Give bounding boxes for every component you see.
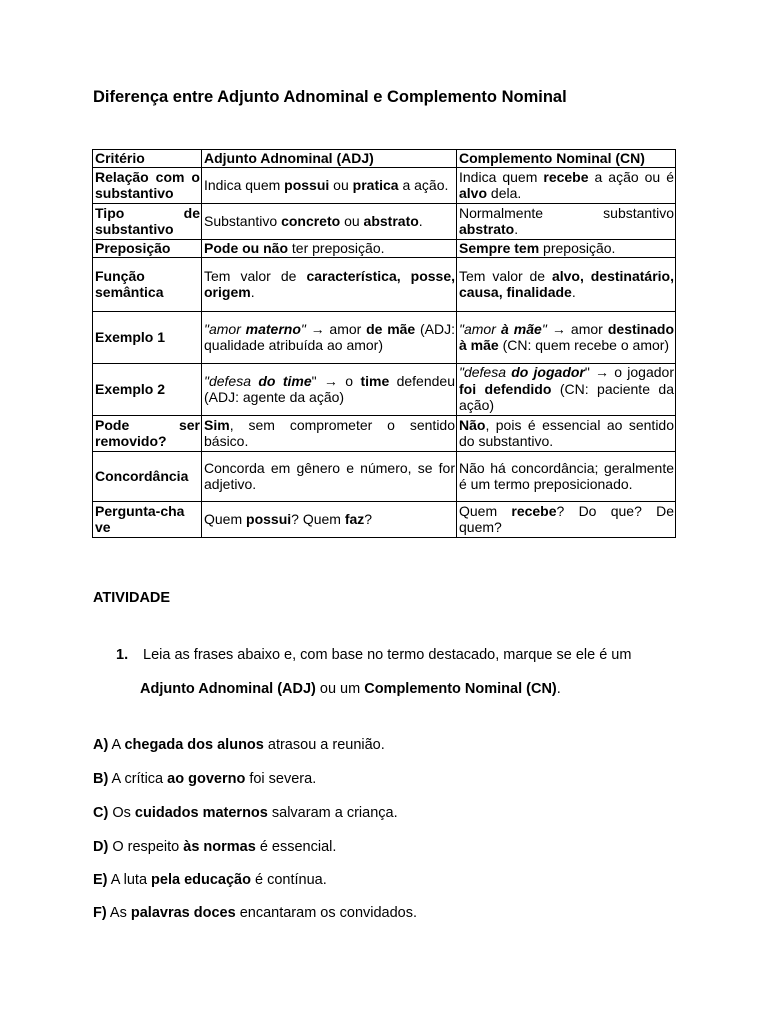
text-run: Sempre tem xyxy=(459,239,540,256)
text-run: Tem valor de xyxy=(459,267,552,284)
text-run: de mãe xyxy=(366,320,416,337)
text-run: Não há concordância; geralmente é um termo preposicionado. xyxy=(459,459,674,492)
adj-cell xyxy=(202,501,457,537)
text-run: , pois é essencial ao sentido do substantivo. xyxy=(459,416,674,449)
text-run: " → o xyxy=(311,372,361,389)
text-run: característica, posse, origem xyxy=(204,267,455,300)
text-run: . xyxy=(514,221,519,237)
text-run: A crítica xyxy=(108,771,168,787)
text-run: Indica quem xyxy=(204,176,285,193)
text-run: ? Do que? De quem? xyxy=(459,502,674,535)
text-run: A luta xyxy=(107,872,152,888)
text-run: alvo, destinatário, causa, finalidade xyxy=(459,267,674,300)
text-run: . xyxy=(418,212,423,229)
adj-cell xyxy=(202,167,457,203)
text-run: atrasou a reunião. xyxy=(263,737,385,753)
text-run: às normas xyxy=(183,839,256,855)
text-run: → amor xyxy=(546,320,608,337)
text-run: Tem valor de xyxy=(204,267,307,284)
text-run: recebe xyxy=(511,502,557,519)
text-run: D) xyxy=(93,839,109,855)
text-run: faz xyxy=(344,510,365,527)
text-run: Concorda em gênero e número, se for adjetivo. xyxy=(204,459,455,492)
text-run: , sem comprometer o sentido básico. xyxy=(204,416,455,449)
criterion-cell: Exemplo 2 xyxy=(93,363,202,415)
criterion-cell: Exemplo 1 xyxy=(93,311,202,363)
cn-cell xyxy=(457,239,676,257)
criterion-cell: Pode ser removido? xyxy=(93,415,202,451)
text-run: As xyxy=(106,905,131,921)
text-run: do jogador xyxy=(511,364,585,381)
text-run: abstrato xyxy=(363,212,419,229)
criterion-cell: Relação com o substantivo xyxy=(93,167,202,203)
text-run: possui xyxy=(284,176,330,193)
text-run: Substantivo xyxy=(204,212,282,229)
text-run: time xyxy=(360,372,390,389)
text-run: ou xyxy=(340,212,364,229)
text-run: é essencial. xyxy=(255,839,337,855)
criterion-cell: Função semântica xyxy=(93,257,202,311)
adj-cell xyxy=(202,415,457,451)
text-run: pratica xyxy=(352,176,399,193)
text-run: "defesa xyxy=(459,364,512,381)
text-run: a ação ou é xyxy=(588,168,674,185)
text-run: ou um xyxy=(315,681,365,697)
text-run: à mãe xyxy=(500,320,542,337)
text-run: "amor xyxy=(459,320,501,337)
activity-item xyxy=(93,905,417,921)
text-run: Quem xyxy=(459,502,512,519)
text-run: B) xyxy=(93,771,109,787)
cn-cell xyxy=(457,311,676,363)
text-run: Pode ou não xyxy=(204,239,288,256)
text-run: Adjunto Adnominal (ADJ) xyxy=(140,681,316,697)
text-run: (ADJ: qualidade atribuída ao amor) xyxy=(204,320,455,353)
text-run: ? Quem xyxy=(291,510,345,527)
activity-item xyxy=(93,771,316,787)
table-header-cell: Adjunto Adnominal (ADJ) xyxy=(202,150,457,168)
adj-cell xyxy=(202,451,457,501)
adj-cell xyxy=(202,311,457,363)
text-run: do time xyxy=(258,372,312,389)
table-row xyxy=(93,311,676,363)
text-run: Sim xyxy=(204,416,230,433)
question-text-continued xyxy=(140,681,561,697)
table-header-row xyxy=(93,150,676,168)
table-row xyxy=(93,451,676,501)
table-row xyxy=(93,257,676,311)
text-run: ter preposição. xyxy=(288,239,385,256)
text-run: A xyxy=(108,737,125,753)
text-run: Não xyxy=(459,416,486,433)
adj-cell xyxy=(202,363,457,415)
text-run: "amor xyxy=(204,320,246,337)
criterion-cell: Pergunta-cha​ve xyxy=(93,501,202,537)
question-number: 1. xyxy=(116,647,129,663)
text-run: alvo xyxy=(459,185,488,201)
text-run: ? xyxy=(364,510,373,527)
text-run: Complemento Nominal (CN) xyxy=(364,681,557,697)
activity-item xyxy=(93,839,336,855)
text-run: concreto xyxy=(281,212,341,229)
table-header-cell: Complemento Nominal (CN) xyxy=(457,150,676,168)
text-run: "defesa xyxy=(204,372,259,389)
activity-item xyxy=(93,805,398,821)
table-row xyxy=(93,239,676,257)
text-run: cuidados maternos xyxy=(134,805,268,821)
text-run: defendeu (ADJ: agente da ação) xyxy=(204,372,455,405)
text-run: é contínua. xyxy=(250,872,327,888)
text-run: Quem xyxy=(204,510,247,527)
table-header-cell: Critério xyxy=(93,150,202,168)
text-run: (CN: paciente da ação) xyxy=(459,380,674,414)
page-title: Diferença entre Adjunto Adnominal e Complemento Nominal xyxy=(93,88,567,106)
table-row xyxy=(93,203,676,239)
text-run: . xyxy=(556,681,561,697)
cn-cell xyxy=(457,257,676,311)
cn-cell xyxy=(457,501,676,537)
text-run: " xyxy=(300,320,306,337)
text-run: abstrato xyxy=(459,221,515,237)
text-run: chegada dos alunos xyxy=(124,737,264,753)
text-run: destinado à mãe xyxy=(459,320,674,353)
text-run: (CN: quem recebe o amor) xyxy=(498,337,670,353)
text-run: ou xyxy=(329,176,353,193)
text-run: a ação. xyxy=(398,176,449,193)
text-run: possui xyxy=(246,510,292,527)
text-run: recebe xyxy=(543,168,589,185)
text-run: Normalmente substantivo xyxy=(459,204,674,221)
cn-cell xyxy=(457,363,676,415)
text-run: materno xyxy=(245,320,301,337)
text-run: pela educação xyxy=(151,872,251,888)
text-run: foi defendido xyxy=(459,380,552,397)
comparison-table xyxy=(92,149,676,538)
text-run: palavras doces xyxy=(130,905,236,921)
text-run: O respeito xyxy=(108,839,184,855)
text-run: F) xyxy=(93,905,107,921)
table-row xyxy=(93,363,676,415)
text-run: salvaram a criança. xyxy=(267,805,398,821)
text-run: ao governo xyxy=(167,771,246,787)
text-run: " → o jogador xyxy=(584,364,674,381)
cn-cell xyxy=(457,203,676,239)
table-row xyxy=(93,415,676,451)
cn-cell xyxy=(457,451,676,501)
adj-cell xyxy=(202,239,457,257)
table-row xyxy=(93,167,676,203)
text-run: . xyxy=(250,284,255,300)
activity-item xyxy=(93,737,385,753)
cn-cell xyxy=(457,415,676,451)
question-text: Leia as frases abaixo e, com base no termo destacado, marque se ele é um xyxy=(143,647,632,663)
text-run: E) xyxy=(93,872,108,888)
criterion-cell: Concordância xyxy=(93,451,202,501)
text-run: dela. xyxy=(487,185,522,201)
text-run: A) xyxy=(93,737,109,753)
table-row xyxy=(93,501,676,537)
text-run: " xyxy=(541,320,547,337)
criterion-cell: Tipo de substantivo xyxy=(93,203,202,239)
text-run: Os xyxy=(108,805,135,821)
adj-cell xyxy=(202,257,457,311)
text-run: . xyxy=(571,284,576,300)
text-run: encantaram os convidados. xyxy=(235,905,418,921)
text-run: foi severa. xyxy=(245,771,317,787)
text-run: Indica quem xyxy=(459,168,544,185)
criterion-cell: Preposição xyxy=(93,239,202,257)
cn-cell xyxy=(457,167,676,203)
text-run: preposição. xyxy=(539,239,616,256)
activity-item xyxy=(93,872,327,888)
text-run: C) xyxy=(93,805,109,821)
text-run: → amor xyxy=(305,320,367,337)
activity-title: ATIVIDADE xyxy=(93,590,171,606)
adj-cell xyxy=(202,203,457,239)
